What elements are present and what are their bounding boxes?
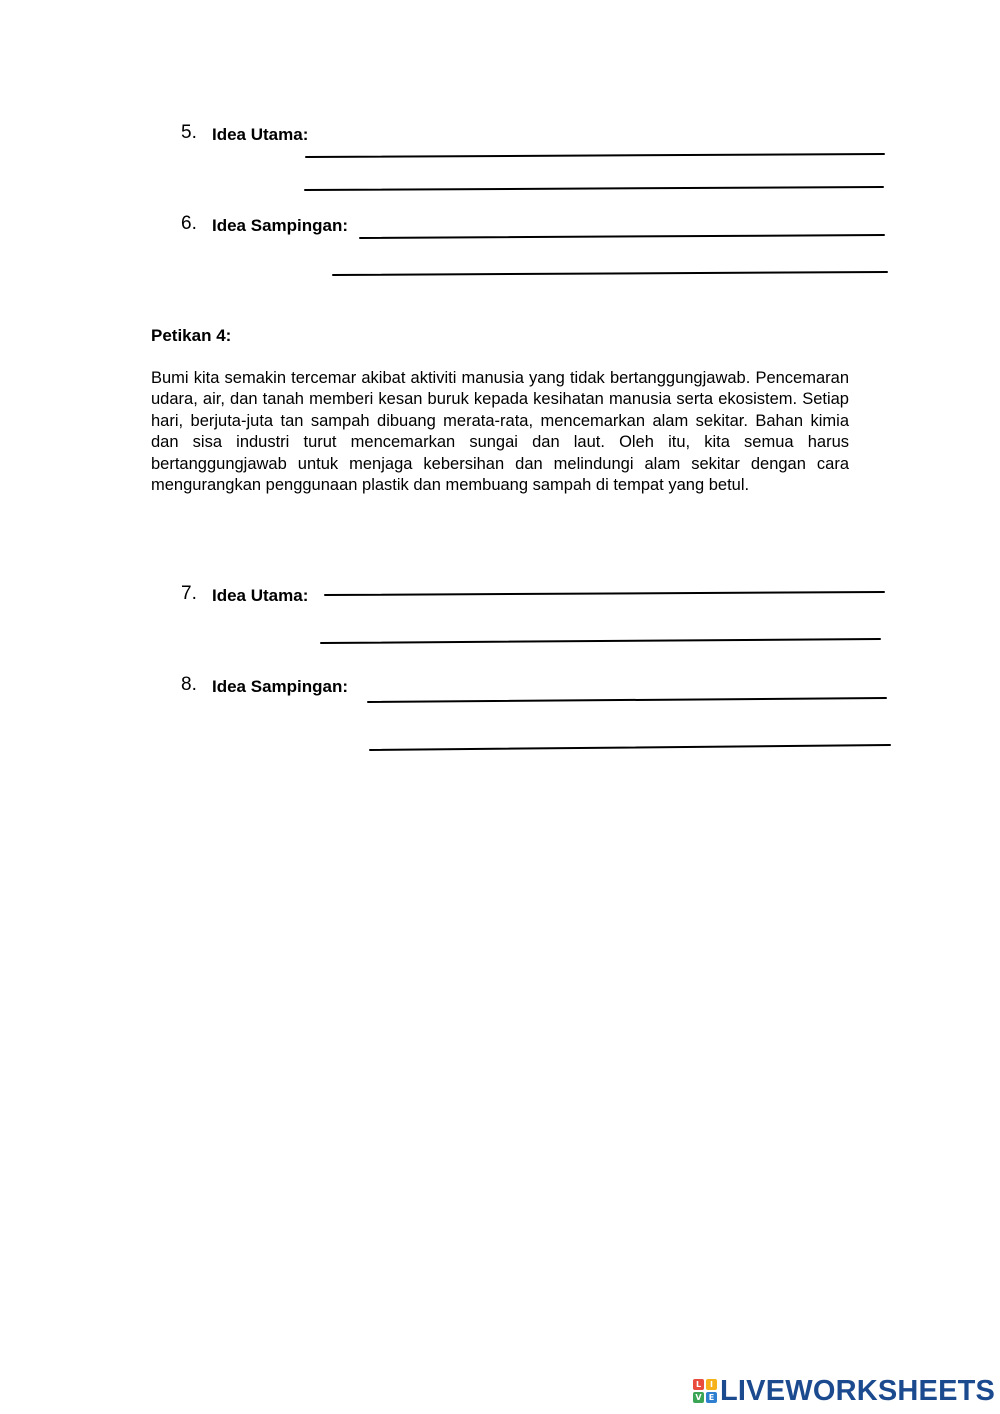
answer-line-q7-2[interactable] [321,639,880,643]
answer-line-q7-1[interactable] [325,592,884,595]
logo-text: LIVEWORKSHEETS [720,1374,996,1407]
question-5-number: 5. [181,122,197,143]
question-5-label: Idea Utama: [212,125,309,144]
answer-line-q5-2[interactable] [305,187,883,190]
passage-heading: Petikan 4: [151,326,232,345]
question-8-label: Idea Sampingan: [212,677,349,696]
question-7-label: Idea Utama: [212,586,309,605]
liveworksheets-logo [693,1374,995,1408]
logo-mark-icon [693,1379,717,1403]
logo-mark-l: L [693,1379,704,1390]
logo-mark-i: I [706,1379,717,1390]
question-6-number: 6. [181,213,197,234]
answer-line-q6-2[interactable] [333,272,887,275]
question-6-label: Idea Sampingan: [212,216,349,235]
answer-line-q8-1[interactable] [368,698,886,702]
question-8-number: 8. [181,674,197,695]
answer-line-q6-1[interactable] [360,235,884,238]
logo-mark-e: E [706,1392,717,1403]
question-7-number: 7. [181,583,197,604]
answer-line-q8-2[interactable] [370,745,890,750]
answer-line-q5-1[interactable] [306,154,884,157]
logo-mark-v: V [693,1392,704,1403]
passage-text: Bumi kita semakin tercemar akibat aktiviti manusia yang tidak bertanggungjawab. Pencemaran udara, air, dan tanah memberi kesan buruk kepada kesihatan manusia serta ekosistem. Setiap hari, berjuta-juta tan sampah dibuang merata-rata, mencemarkan alam sekitar. Bahan kimia dan sisa industri turut mencemarkan sungai dan laut. Oleh itu, kita semua harus bertanggungjawab untuk menjaga kebersihan dan melindungi alam sekitar dengan cara mengurangkan penggunaan plastik dan membuang sampah di tempat yang betul. [151,369,849,495]
